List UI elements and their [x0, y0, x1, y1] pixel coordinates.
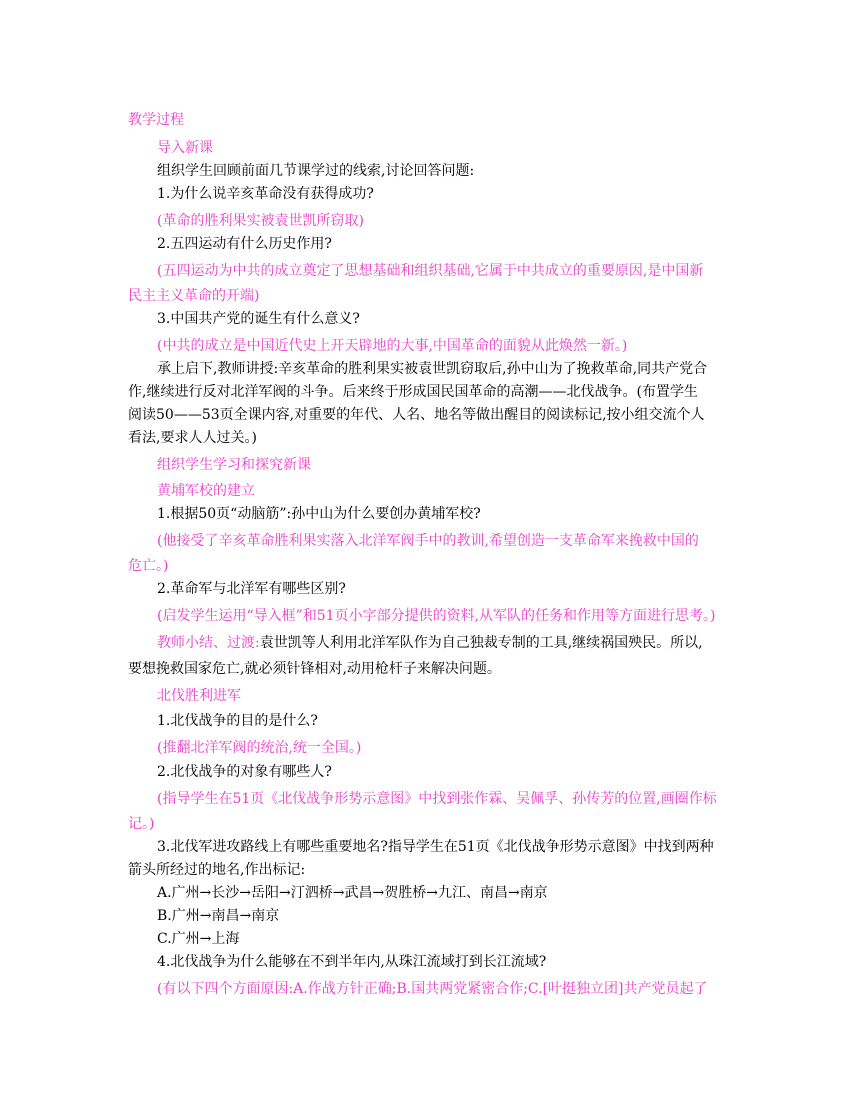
- route-a: A.广州→长沙→岳阳→汀泗桥→武昌→贺胜桥→九江、南昌→南京: [157, 885, 548, 901]
- subsection-2-question-3-line-2: 箭头所经过的地名,作出标记:: [128, 862, 306, 878]
- answer-2-line-2: 民主主义革命的开端): [128, 288, 260, 304]
- paragraph-1-line-4: 看法,要求人人过关。): [128, 430, 257, 446]
- subsection-2-question-1: 1.北伐战争的目的是什么?: [157, 713, 318, 729]
- subsection-2-question-4: 4.北伐战争为什么能够在不到半年内,从珠江流域打到长江流域?: [157, 954, 547, 970]
- section-heading: 教学过程: [128, 112, 184, 128]
- subsection-2-question-3-line-1: 3.北伐军进攻路线上有哪些重要地名?指导学生在51页《北伐战争形势示意图》中找到两种: [157, 839, 714, 855]
- subsection-2-question-2: 2.北伐战争的对象有哪些人?: [157, 764, 332, 780]
- subsection-1-answer-2: (启发学生运用“导入框”和51页小字部分提供的资料,从军队的任务和作用等方面进行思考。): [157, 608, 716, 624]
- summary-text: 袁世凯等人利用北洋军队作为自己独裁专制的工具,继续祸国殃民。所以,: [259, 635, 703, 651]
- subsection-1-answer-1-line-2: 危亡。): [128, 558, 169, 574]
- teacher-summary: [157, 634, 703, 652]
- section-2-title: 组织学生学习和探究新课: [157, 457, 311, 473]
- route-b: B.广州→南昌→南京: [157, 908, 280, 924]
- summary-label: 教师小结、过渡:: [157, 635, 260, 651]
- subsection-2-answer-2-line-1: (指导学生在51页《北伐战争形势示意图》中找到张作霖、吴佩孚、孙传芳的位置,画圈作标: [157, 791, 717, 807]
- subsection-1-answer-1-line-1: (他接受了辛亥革命胜利果实落入北洋军阀手中的教训,希望创造一支革命军来挽救中国的: [157, 533, 699, 549]
- answer-1: (革命的胜利果实被袁世凯所窃取): [157, 213, 364, 229]
- subsection-2-answer-2-line-2: 记。): [128, 816, 155, 832]
- intro-title: 导入新课: [157, 140, 213, 156]
- subsection-2-answer-4: (有以下四个方面原因:A.作战方针正确;B.国共两党紧密合作;C.[叶挺独立团]共产党员起了: [157, 981, 708, 997]
- intro-text: 组织学生回顾前面几节课学过的线索,讨论回答问题:: [157, 163, 475, 179]
- question-3: 3.中国共产党的诞生有什么意义?: [157, 311, 360, 327]
- paragraph-1-line-3: 阅读50——53页全课内容,对重要的年代、人名、地名等做出醒目的阅读标记,按小组交流个人: [128, 407, 705, 423]
- subsection-2-answer-1: (推翻北洋军阀的统治,统一全国。): [157, 740, 362, 756]
- subsection-1-title: 黄埔军校的建立: [157, 483, 255, 499]
- paragraph-1-line-2: 作,继续进行反对北洋军阀的斗争。后来终于形成国民国革命的高潮——北伐战争。(布置学生: [128, 384, 698, 400]
- route-c: C.广州→上海: [157, 931, 240, 947]
- subsection-1-question-1: 1.根据50页“动脑筋”:孙中山为什么要创办黄埔军校?: [157, 506, 481, 522]
- teacher-summary-line-2: 要想挽救国家危亡,就必须针锋相对,动用枪杆子来解决问题。: [128, 661, 501, 677]
- subsection-1-question-2: 2.革命军与北洋军有哪些区别?: [157, 581, 346, 597]
- question-1: 1.为什么说辛亥革命没有获得成功?: [157, 186, 374, 202]
- paragraph-1-line-1: 承上启下,教师讲授:辛亥革命的胜利果实被袁世凯窃取后,孙中山为了挽救革命,同共产党合: [157, 361, 708, 377]
- question-2: 2.五四运动有什么历史作用?: [157, 236, 332, 252]
- subsection-2-title: 北伐胜利进军: [157, 688, 241, 704]
- answer-3: (中共的成立是中国近代史上开天辟地的大事,中国革命的面貌从此焕然一新。): [157, 338, 628, 354]
- answer-2-line-1: (五四运动为中共的成立奠定了思想基础和组织基础,它属于中共成立的重要原因,是中国新: [157, 263, 704, 279]
